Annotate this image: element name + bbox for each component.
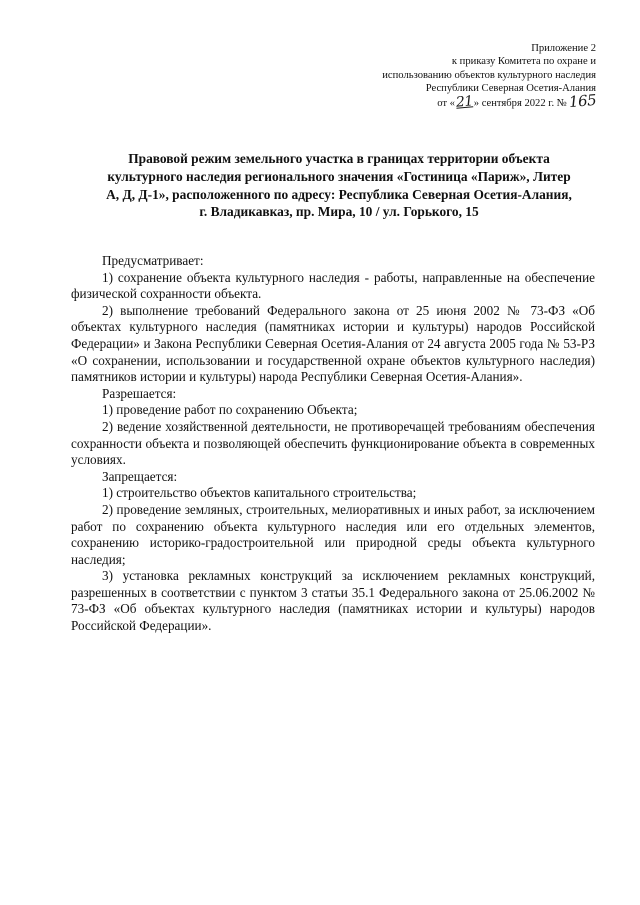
document-body [71,253,595,635]
handwritten-day: 21 [455,93,474,111]
appendix-line-1: Приложение 2 [531,43,596,54]
date-mid: » сентября 2022 г. № [473,98,567,110]
allowed-item-2: 2) ведение хозяйственной деятельности, не противоречащей требованиям обеспечения сохранности объекта и позволяющей обеспечить функционирование объекта в современных условиях. [71,418,595,468]
forbidden-heading: Запрещается: [102,468,178,484]
allowed-heading: Разрешается: [102,385,177,401]
appendix-line-3: использованию объектов культурного наследия [382,69,596,81]
appendix-line-2: к приказу Комитета по охране и [451,56,596,68]
forbidden-item-3: 3) установка рекламных конструкций за исключением рекламных конструкций, разрешенных в соответствии с пунктом 3 статьи 35.1 Федерального закона от 25.06.2002 № 73-ФЗ «Об объектах культурного наследия (памятниках истории и культуры) народов Российской Федерации». [71,568,595,634]
forbidden-item-2: 2) проведение земляных, строительных, мелиоративных и иных работ, за исключением работ по сохранению объекта культурного наследия или его отдельных элементов, сохранению историко-градостроительной или природной среды объекта культурного наследия; [71,501,595,567]
title-line-3: А, Д, Д-1», расположенного по адресу: Республика Северная Осетия-Алания, [106,186,572,202]
document-title [82,150,596,221]
appendix-header [296,42,596,110]
provides-item-1: 1) сохранение объекта культурного наследия - работы, направленные на обеспечение физической сохранности объекта. [71,269,595,302]
title-line-2: культурного наследия регионального значения «Гостиница «Париж», Литер [107,168,571,184]
title-line-4: г. Владикавказ, пр. Мира, 10 / ул. Горького, 15 [199,204,479,220]
provides-item-2: 2) выполнение требований Федерального закона от 25 июня 2002 № 73-ФЗ «Об объектах культурного наследия (памятниках истории и культуры) народов Российской Федерации» и Закона Республики Северная Осетия-Алания от 24 августа 2005 года № 53-РЗ «О сохранении, использовании и государственной охране объектов культурного наследия) памятников истории и культуры) народа Республики Северная Осетия-Алания». [71,302,595,385]
handwritten-doc-number: 165 [568,91,597,112]
appendix-line-4: Республики Северная Осетия-Алания [425,82,596,94]
title-line-1: Правовой режим земельного участка в границах территории объекта [128,151,550,166]
provides-heading: Предусматривает: [102,253,204,268]
forbidden-item-1: 1) строительство объектов капитального строительства; [102,485,417,501]
date-prefix: от « [437,98,455,110]
allowed-item-1: 1) проведение работ по сохранению Объекта; [102,402,358,418]
appendix-date-line [296,91,597,112]
